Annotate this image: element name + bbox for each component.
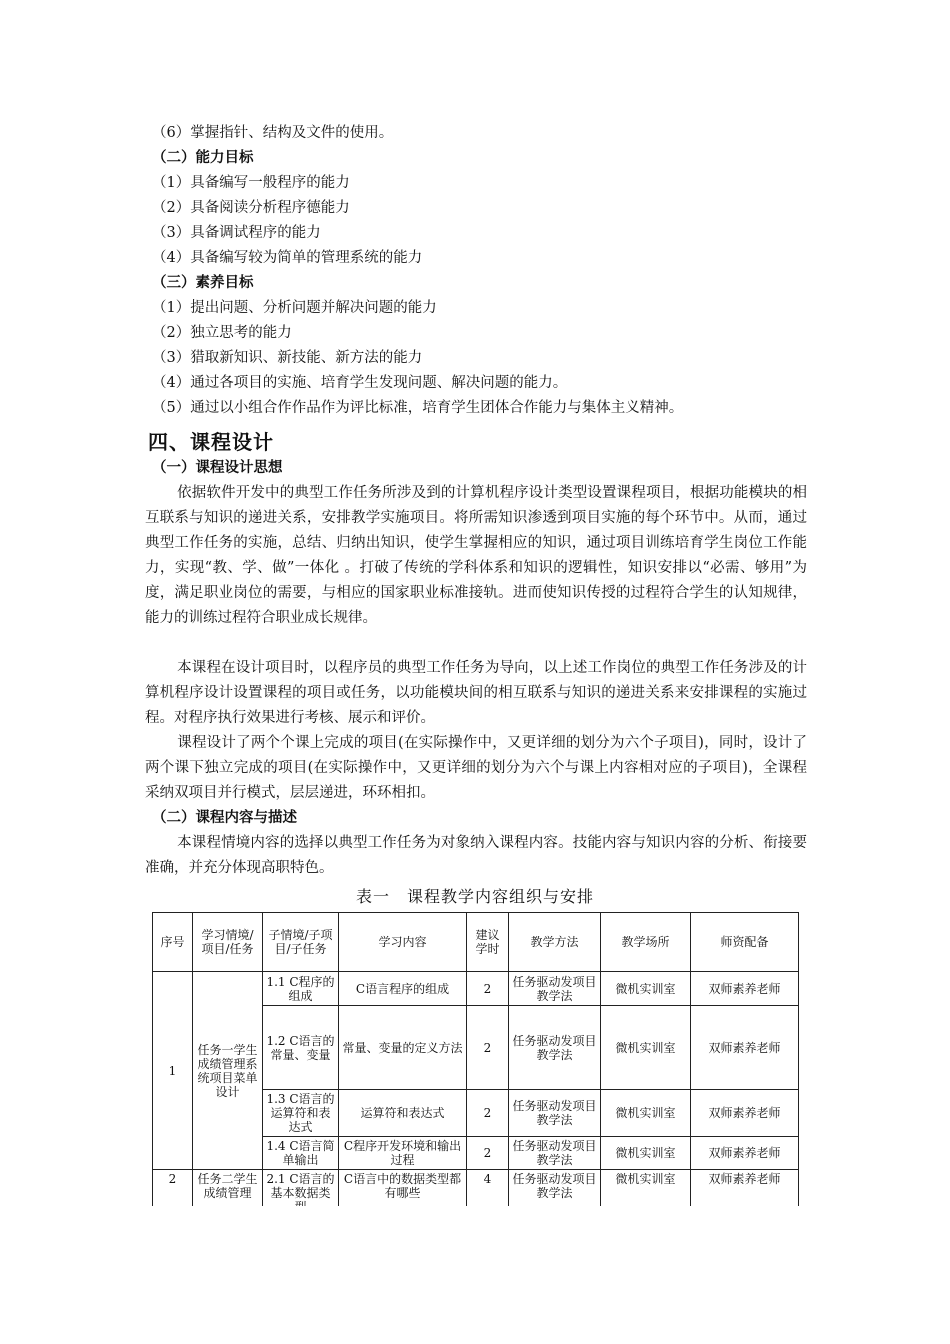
design-paragraph-2 [145, 656, 807, 731]
content-paragraph [145, 831, 807, 881]
header-cell: 学习内容 [339, 913, 467, 972]
ability-goal-2: （2）具备阅读分析程序德能力 [152, 200, 350, 216]
knowledge-goal-6: （6）掌握指针、结构及文件的使用。 [152, 125, 394, 141]
hours: 4 [467, 1170, 509, 1230]
teacher: 双师素养老师 [691, 1006, 799, 1090]
teacher: 双师素养老师 [691, 1170, 799, 1230]
place: 微机实训室 [601, 1137, 691, 1170]
quality-goal-1: （1）提出问题、分析问题并解决问题的能力 [152, 300, 437, 316]
ability-goal-1: （1）具备编写一般程序的能力 [152, 175, 350, 191]
teacher: 双师素养老师 [691, 972, 799, 1006]
row-number: 2 [153, 1170, 193, 1230]
table-caption: 表一 课程教学内容组织与安排 [355, 887, 594, 906]
table-header-row [153, 913, 799, 972]
header-cell: 建议学时 [467, 913, 509, 972]
hours: 2 [467, 972, 509, 1006]
place: 微机实训室 [601, 972, 691, 1006]
subtask: 1.4 C语言简单输出 [263, 1137, 339, 1170]
quality-goal-3: （3）猎取新知识、新技能、新方法的能力 [152, 350, 423, 366]
hours: 2 [467, 1006, 509, 1090]
ability-goal-3: （3）具备调试程序的能力 [152, 225, 321, 241]
subtask: 1.1 C程序的组成 [263, 972, 339, 1006]
design-paragraph-1 [145, 481, 807, 631]
header-cell: 师资配备 [691, 913, 799, 972]
design-idea-heading: （一）课程设计思想 [152, 459, 283, 476]
content: C程序开发环境和输出过程 [339, 1137, 467, 1170]
method: 任务驱动发项目教学法 [509, 1006, 601, 1090]
hours: 2 [467, 1137, 509, 1170]
teacher: 双师素养老师 [691, 1137, 799, 1170]
method: 任务驱动发项目教学法 [509, 1137, 601, 1170]
content: 常量、变量的定义方法 [339, 1006, 467, 1090]
header-cell: 学习情境/项目/任务 [193, 913, 263, 972]
ability-goal-4: （4）具备编写较为简单的管理系统的能力 [152, 250, 423, 266]
method: 任务驱动发项目教学法 [509, 972, 601, 1006]
quality-goal-4: （4）通过各项目的实施、培育学生发现问题、解决问题的能力。 [152, 375, 568, 391]
quality-goal-2: （2）独立思考的能力 [152, 325, 292, 341]
content-heading: （二）课程内容与描述 [152, 809, 297, 826]
place: 微机实训室 [601, 1170, 691, 1230]
place: 微机实训室 [601, 1090, 691, 1137]
header-cell: 序号 [153, 913, 193, 972]
method: 任务驱动发项目教学法 [509, 1090, 601, 1137]
design-paragraph-3-text: 课程设计了两个个课上完成的项目(在实际操作中，又更详细的划分为六个子项目)，同时，设计了两个课下独立完成的项目(在实际操作中，又更详细的划分为六个与课上内容相对应的子项目)，全课程采纳双项目并行模式，层层递进，环环相扣。 [145, 735, 807, 801]
task-name: 任务二学生成绩管理 [193, 1170, 263, 1230]
design-paragraph-1-text: 依据软件开发中的典型工作任务所涉及到的计算机程序设计类型设置课程项目，根据功能模块的相互联系与知识的递进关系，安排教学实施项目。将所需知识渗透到项目实施的每个环节中。从而，通过典型工作任务的实施，总结、归纳出知识，使学生掌握相应的知识，通过项目训练培育学生岗位工作能力，实现“教、学、做”一体化 。打破了传统的学科体系和知识的逻辑性，知识安排以“必需、够用”为度，满足职业岗位的需要，与相应的国家职业标准接轨。进而使知识传授的过程符合学生的认知规律，能力的训练过程符合职业成长规律。 [145, 485, 807, 626]
content-paragraph-text: 本课程情境内容的选择以典型工作任务为对象纳入课程内容。技能内容与知识内容的分析、衔接要准确，并充分体现高职特色。 [145, 835, 807, 876]
ability-goals-heading: （二）能力目标 [152, 149, 254, 166]
hours: 2 [467, 1090, 509, 1137]
method: 任务驱动发项目教学法 [509, 1170, 601, 1230]
page-bottom-margin [0, 1206, 950, 1344]
place: 微机实训室 [601, 1006, 691, 1090]
subtask: 1.3 C语言的运算符和表达式 [263, 1090, 339, 1137]
row-number: 1 [153, 972, 193, 1170]
subtask: 1.2 C语言的常量、变量 [263, 1006, 339, 1090]
header-cell: 教学方法 [509, 913, 601, 972]
header-cell: 子情境/子项目/子任务 [263, 913, 339, 972]
subtask: 2.1 C语言的基本数据类 [263, 1170, 339, 1230]
section-title: 四、课程设计 [148, 430, 274, 454]
content: C语言程序的组成 [339, 972, 467, 1006]
design-paragraph-2-text: 本课程在设计项目时，以程序员的典型工作任务为导向，以上述工作岗位的典型工作任务涉及的计算机程序设计设置课程的项目或任务，以功能模块间的相互联系与知识的递进关系来安排课程的实施过程。对程序执行效果进行考核、展示和评价。 [145, 660, 807, 726]
table-row [153, 972, 799, 1006]
header-cell: 教学场所 [601, 913, 691, 972]
content: C语言中的数据类型都有哪些 [339, 1170, 467, 1230]
teacher: 双师素养老师 [691, 1090, 799, 1137]
content: 运算符和表达式 [339, 1090, 467, 1137]
design-paragraph-3 [145, 731, 807, 806]
task-name: 任务一学生成绩管理系统项目菜单设计 [193, 972, 263, 1170]
course-content-table [152, 912, 799, 1230]
quality-goals-heading: （三）素养目标 [152, 274, 254, 291]
quality-goal-5: （5）通过以小组合作作品作为评比标准，培育学生团体合作能力与集体主义精神。 [152, 400, 684, 416]
